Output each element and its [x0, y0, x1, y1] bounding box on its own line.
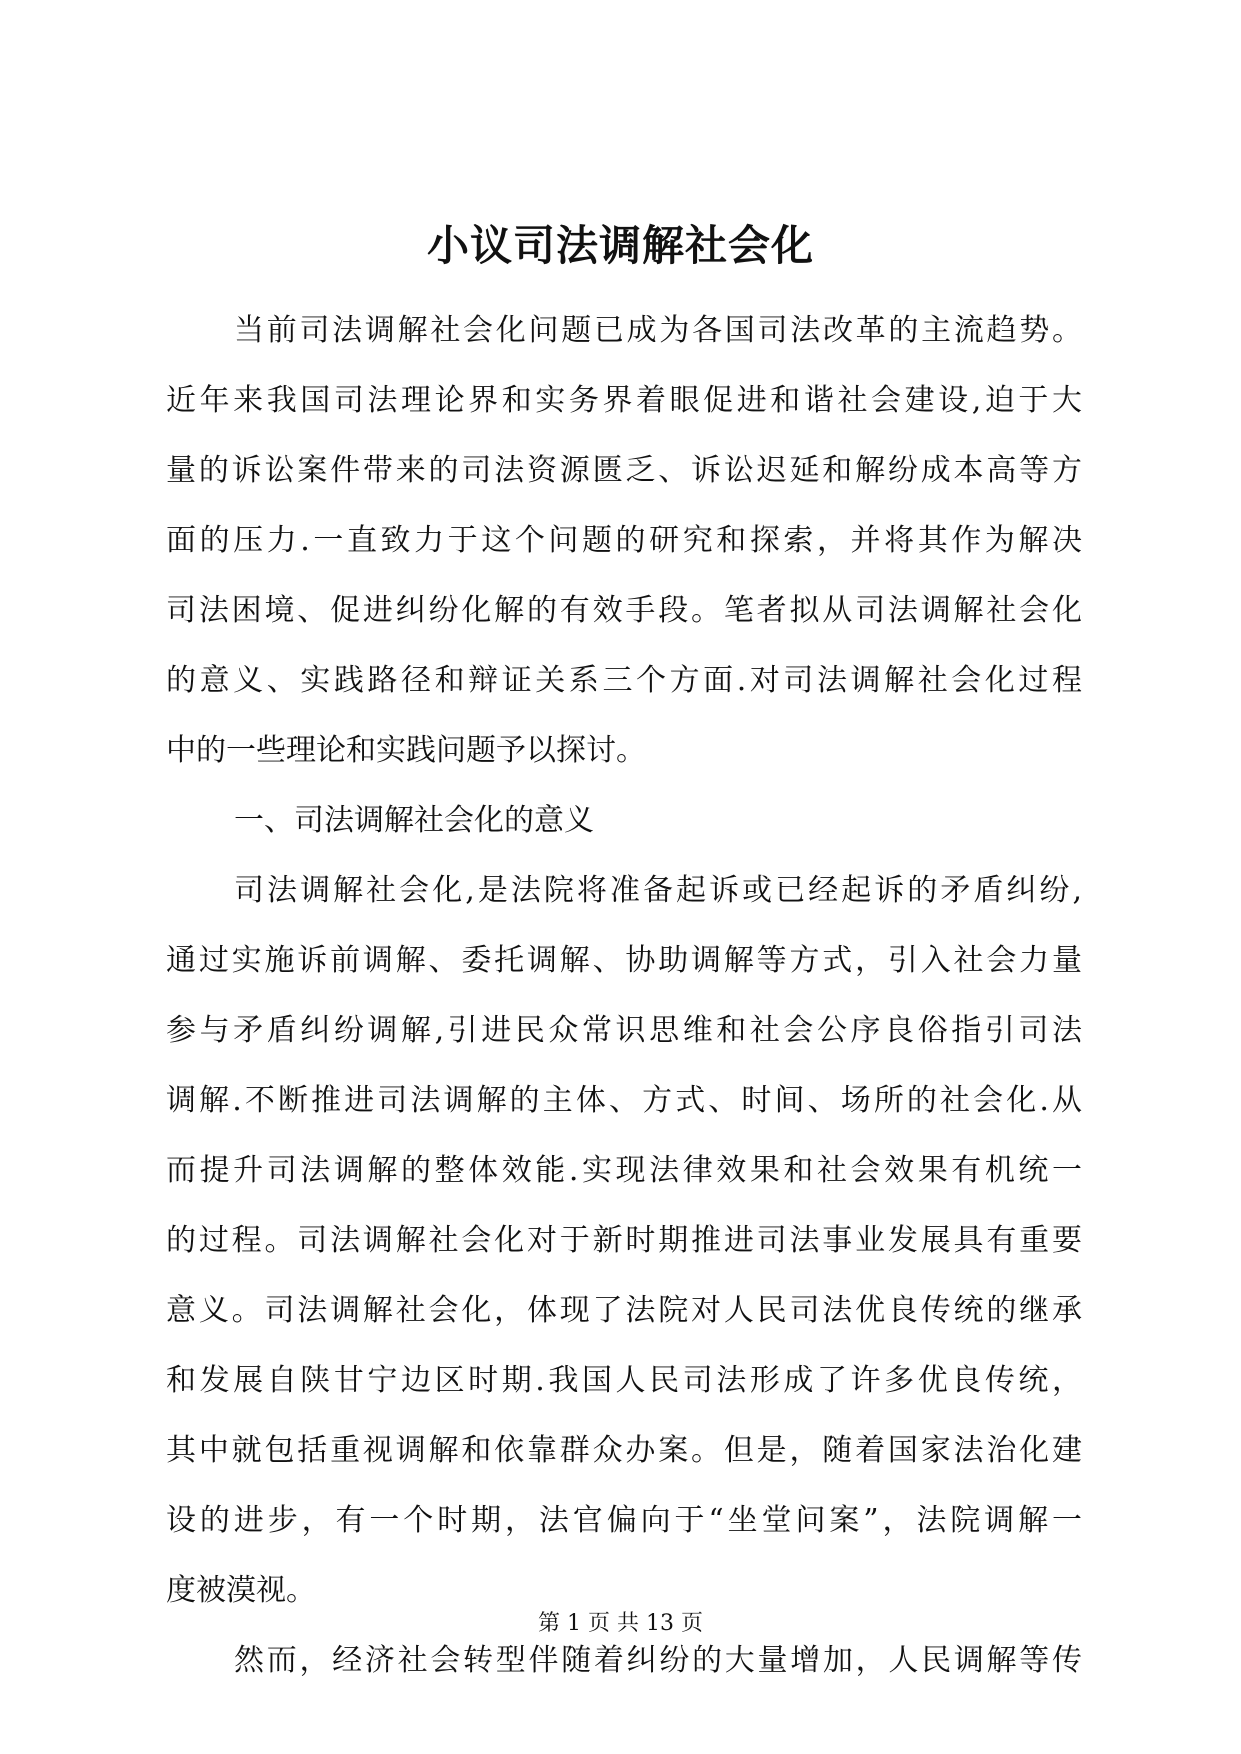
- paragraph-line: 当前司法调解社会化问题已成为各国司法改革的主流趋势。: [234, 313, 1082, 348]
- paragraph-line: 的意义、实践路径和辩证关系三个方面.对司法调解社会化过程: [166, 663, 1082, 698]
- paragraph-line: 度被漠视。: [166, 1573, 316, 1608]
- paragraph-line: 意义。司法调解社会化，体现了法院对人民司法优良传统的继承: [166, 1293, 1082, 1328]
- paragraph-line: 和发展自陕甘宁边区时期.我国人民司法形成了许多优良传统，: [166, 1363, 1082, 1398]
- paragraph-line: 量的诉讼案件带来的司法资源匮乏、诉讼迟延和解纷成本高等方: [166, 453, 1082, 488]
- page-footer: 第 1 页 共 13 页: [538, 1611, 703, 1636]
- document-title: 小议司法调解社会化: [426, 221, 814, 270]
- paragraph-line: 司法困境、促进纠纷化解的有效手段。笔者拟从司法调解社会化: [166, 593, 1082, 628]
- paragraph-line: 司法调解社会化,是法院将准备起诉或已经起诉的矛盾纠纷,: [234, 873, 1082, 908]
- paragraph-line: 通过实施诉前调解、委托调解、协助调解等方式，引入社会力量: [166, 943, 1082, 978]
- document-body: [166, 296, 1082, 1696]
- paragraph-line: 参与矛盾纠纷调解,引进民众常识思维和社会公序良俗指引司法: [166, 1013, 1082, 1048]
- paragraph-line: 设的进步，有一个时期，法官偏向于“坐堂问案”，法院调解一: [166, 1503, 1082, 1538]
- paragraph-line: 然而，经济社会转型伴随着纠纷的大量增加，人民调解等传: [234, 1643, 1082, 1678]
- paragraph-line: 中的一些理论和实践问题予以探讨。: [166, 733, 646, 768]
- paragraph-line: 近年来我国司法理论界和实务界着眼促进和谐社会建设,迫于大: [166, 383, 1082, 418]
- paragraph-line: 的过程。司法调解社会化对于新时期推进司法事业发展具有重要: [166, 1223, 1082, 1258]
- paragraph-line: 调解.不断推进司法调解的主体、方式、时间、场所的社会化.从: [166, 1083, 1082, 1118]
- paragraph-line: 而提升司法调解的整体效能.实现法律效果和社会效果有机统一: [166, 1153, 1082, 1188]
- paragraph-line: 其中就包括重视调解和依靠群众办案。但是，随着国家法治化建: [166, 1433, 1082, 1468]
- paragraph-line: 面的压力.一直致力于这个问题的研究和探索，并将其作为解决: [166, 523, 1082, 558]
- section-heading: 一、司法调解社会化的意义: [234, 803, 594, 838]
